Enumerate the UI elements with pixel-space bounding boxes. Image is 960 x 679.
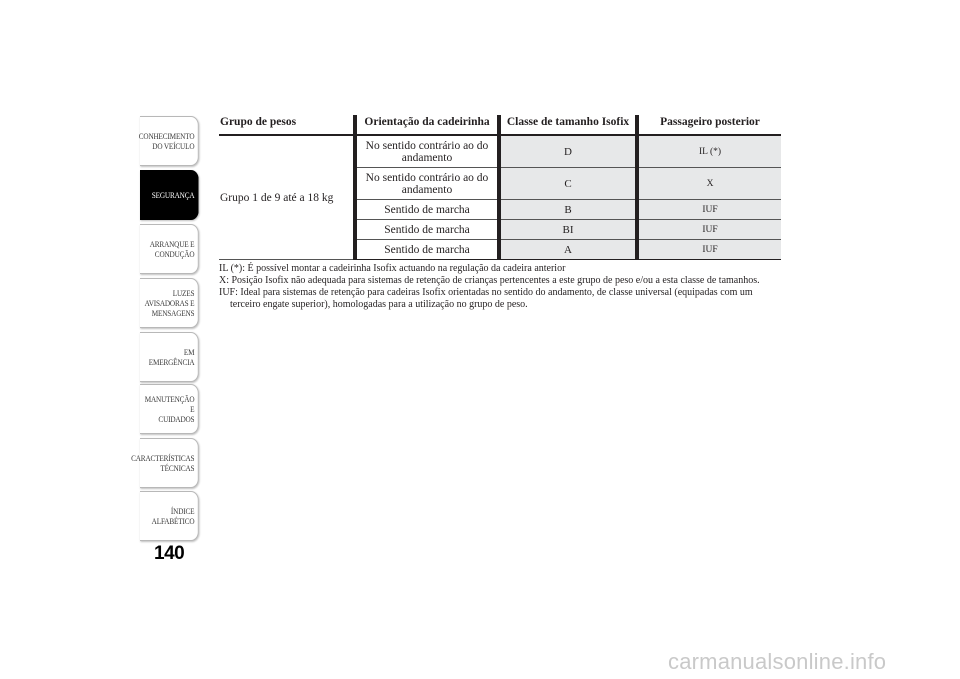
sidebar-tab-conhecimento[interactable] (140, 116, 199, 166)
sidebar-tab-label: MANUTENÇÃO E CUIDADOS (144, 394, 195, 424)
main-content (219, 115, 783, 311)
size-class-cell: C (499, 168, 637, 200)
table-header-row (219, 115, 781, 135)
sidebar-tab-emergencia[interactable] (140, 332, 199, 382)
rear-passenger-cell: IL (*) (637, 135, 781, 168)
rear-passenger-cell: IUF (637, 200, 781, 220)
orientation-cell: No sentido contrário ao do andamento (355, 168, 499, 200)
header-size-class: Classe de tamanho Isofix (499, 115, 637, 135)
sidebar-tab-label: EM EMERGÊNCIA (148, 347, 195, 367)
sidebar-tab-label: ARRANQUE E CONDUÇÃO (149, 239, 195, 259)
sidebar-tab-label: SEGURANÇA (151, 190, 195, 200)
size-class-cell: A (499, 240, 637, 260)
sidebar-tab-seguranca[interactable] (140, 170, 199, 220)
orientation-cell: Sentido de marcha (355, 240, 499, 260)
sidebar-tab-label: LUZES AVISADORAS E MENSAGENS (144, 288, 195, 318)
sidebar-tab-manutencao[interactable] (140, 384, 199, 434)
orientation-cell: Sentido de marcha (355, 200, 499, 220)
sidebar-tab-caracteristicas[interactable] (131, 438, 199, 488)
sidebar-tab-luzes[interactable] (140, 278, 199, 328)
rear-passenger-cell: IUF (637, 220, 781, 240)
size-class-cell: D (499, 135, 637, 168)
sidebar-tab-arranque[interactable] (140, 224, 199, 274)
group-label: Grupo 1 de 9 até a 18 kg (219, 135, 355, 260)
table-notes (219, 263, 781, 311)
orientation-cell: No sentido contrário ao do andamento (355, 135, 499, 168)
rear-passenger-cell: IUF (637, 240, 781, 260)
header-weight-group: Grupo de pesos (219, 115, 355, 135)
header-orientation: Orientação da cadeirinha (355, 115, 499, 135)
header-rear-passenger: Passageiro posterior (637, 115, 781, 135)
size-class-cell: B (499, 200, 637, 220)
watermark: carmanualsonline.info (668, 649, 887, 674)
sidebar-tab-indice[interactable] (140, 491, 199, 541)
table-row (219, 135, 781, 168)
orientation-cell: Sentido de marcha (355, 220, 499, 240)
note-x: X: Posição Isofix não adequada para sistemas de retenção de crianças pertencentes a este grupo de peso e/ou a esta classe de tamanhos. (219, 275, 760, 286)
isofix-table (219, 115, 781, 260)
size-class-cell: BI (499, 220, 637, 240)
note-il: IL (*): É possível montar a cadeirinha Isofix actuando na regulação da cadeira anterior (219, 263, 566, 274)
note-iuf: IUF: Ideal para sistemas de retenção para cadeiras Isofix orientadas no sentido do andamento, de classe universal (equipadas com um terceiro engate superior), homologadas para a utilização no grupo de peso. (219, 287, 753, 310)
sidebar-tab-label: ÍNDICE ALFABÉTICO (151, 506, 195, 526)
sidebar-tab-label: CARACTERÍSTICAS TÉCNICAS (131, 453, 195, 473)
rear-passenger-cell: X (637, 168, 781, 200)
sidebar-tab-label: CONHECIMENTO DO VEÍCULO (138, 131, 195, 151)
page-number: 140 (154, 543, 185, 564)
